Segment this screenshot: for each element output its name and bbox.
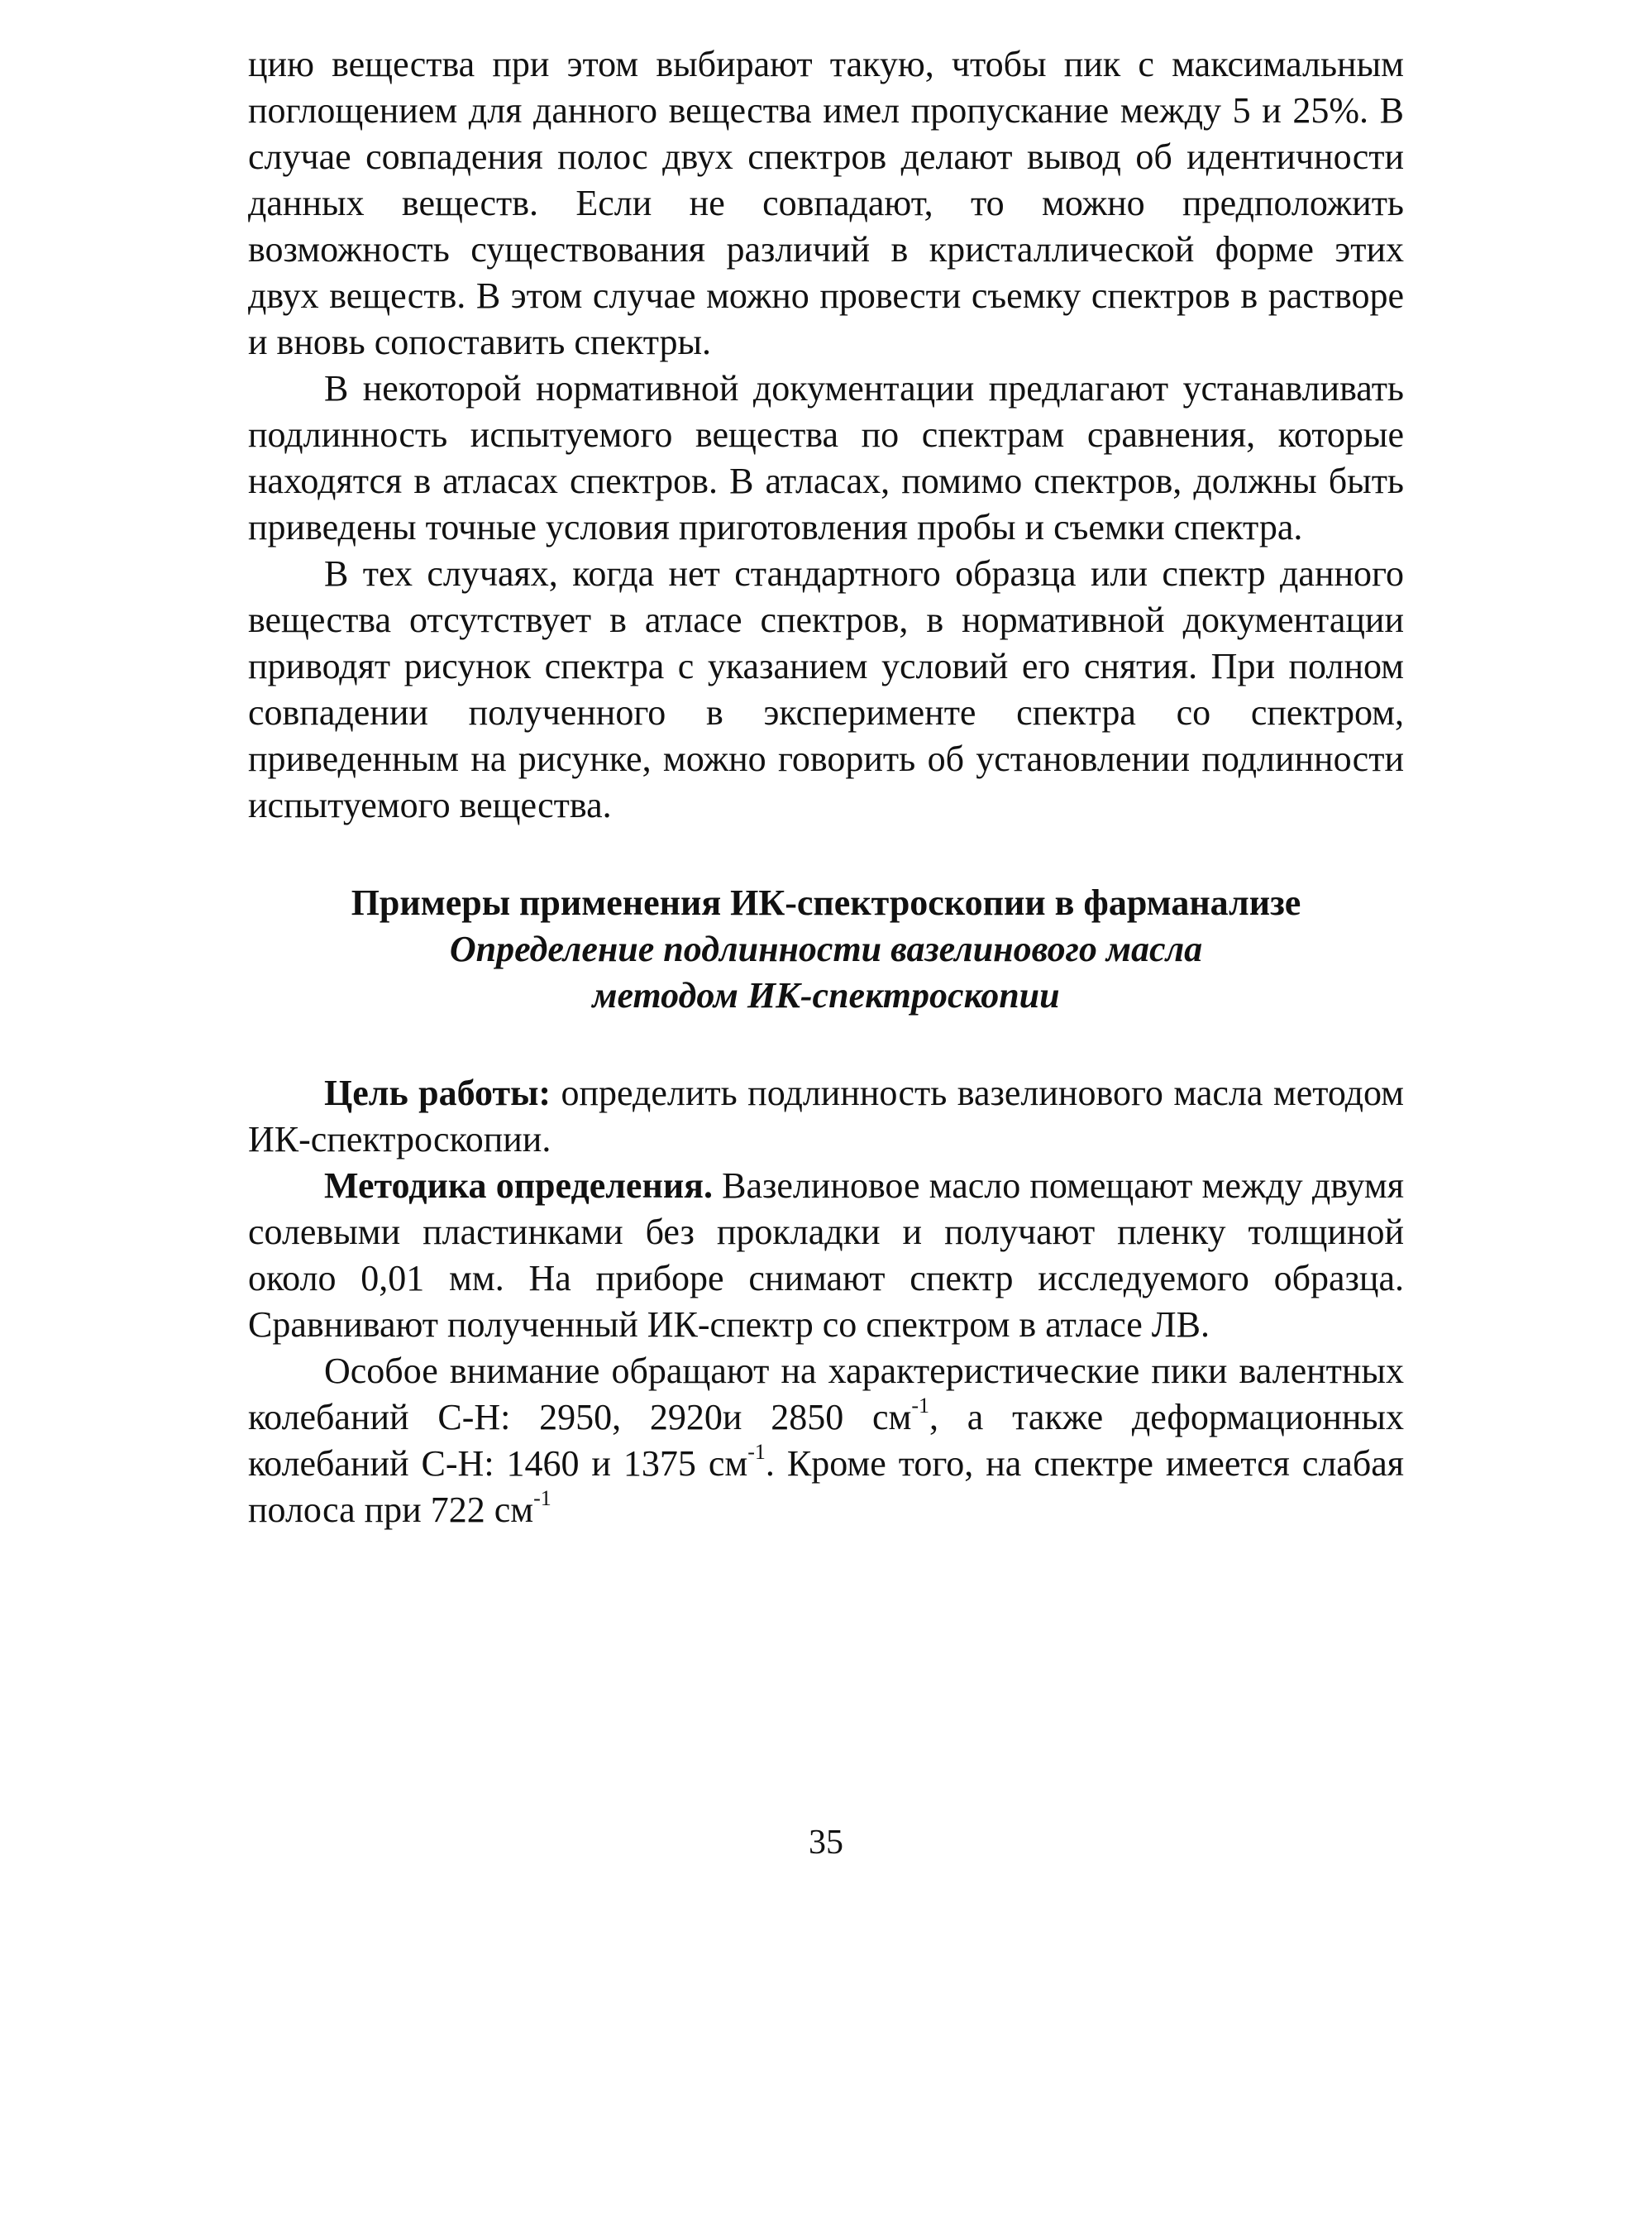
- paragraph-no-standard: В тех случаях, когда нет стандартного образца или спектр данного вещества отсутствует в атласе спектров, в нормативной документации приводят рисунок спектра с указанием условий его снятия. При полном совпадении полученного в эксперименте спектра со спектром, приведенным на рисунке, можно говорить об установлении подлинности испытуемого вещества.: [248, 553, 1404, 825]
- attention-text-1: Особое внимание обращают на характеристические пики валентных колебаний С-Н: 2950, 2920и 2850 см: [248, 1351, 1404, 1437]
- attention-text-2: , а также деформационных колебаний С-Н: 1460 и 1375 см: [248, 1397, 1404, 1484]
- subsection-title-line-2: методом ИК-спектроскопии: [592, 975, 1060, 1016]
- method-text: Вазелиновое масло помещают между двумя солевыми пластинками без прокладки и получают пленку толщиной около 0,01 мм. На приборе снимают спектр исследуемого образца. Сравнивают полученный ИК-спектр со спектром в атласе ЛВ.: [248, 1165, 1404, 1345]
- subsection-title-line-1: Определение подлинности вазелинового масла: [449, 929, 1203, 969]
- attention-superscript-3: -1: [533, 1486, 551, 1511]
- method-label: Методика определения.: [324, 1165, 713, 1206]
- page-content: [248, 41, 1404, 1533]
- goal-paragraph: [248, 1070, 1404, 1163]
- paragraph-continuation: цию вещества при этом выбирают такую, чтобы пик с максимальным поглощением для данного вещества имел пропускание между 5 и 25%. В случае совпадения полос двух спектров делают вывод об идентичности данных веществ. Если не совпадают, то можно предположить возможность существования различий в кристаллической форме этих двух веществ. В этом случае можно провести съемку спектров в растворе и вновь сопоставить спектры.: [248, 44, 1404, 362]
- paragraph-atlas-spectra: В некоторой нормативной документации предлагают устанавливать подлинность испытуемого вещества по спектрам сравнения, которые находятся в атласах спектров. В атласах, помимо спектров, должны быть приведены точные условия приготовления пробы и съемки спектра.: [248, 368, 1404, 547]
- attention-superscript-1: -1: [911, 1394, 930, 1418]
- procedure-block: [248, 1070, 1404, 1533]
- goal-text: определить подлинность вазелинового масла методом ИК-спектроскопии.: [248, 1073, 1404, 1160]
- page-number: 35: [809, 1824, 843, 1862]
- attention-paragraph: [248, 1348, 1404, 1533]
- section-headings: [248, 880, 1404, 1019]
- method-paragraph: [248, 1163, 1404, 1348]
- attention-text-3: . Кроме того, на спектре имеется слабая полоса при 722 см: [248, 1443, 1404, 1530]
- section-title: Примеры применения ИК-спектроскопии в фарманализе: [351, 882, 1301, 923]
- attention-superscript-2: -1: [747, 1440, 766, 1465]
- goal-label: Цель работы:: [324, 1073, 551, 1113]
